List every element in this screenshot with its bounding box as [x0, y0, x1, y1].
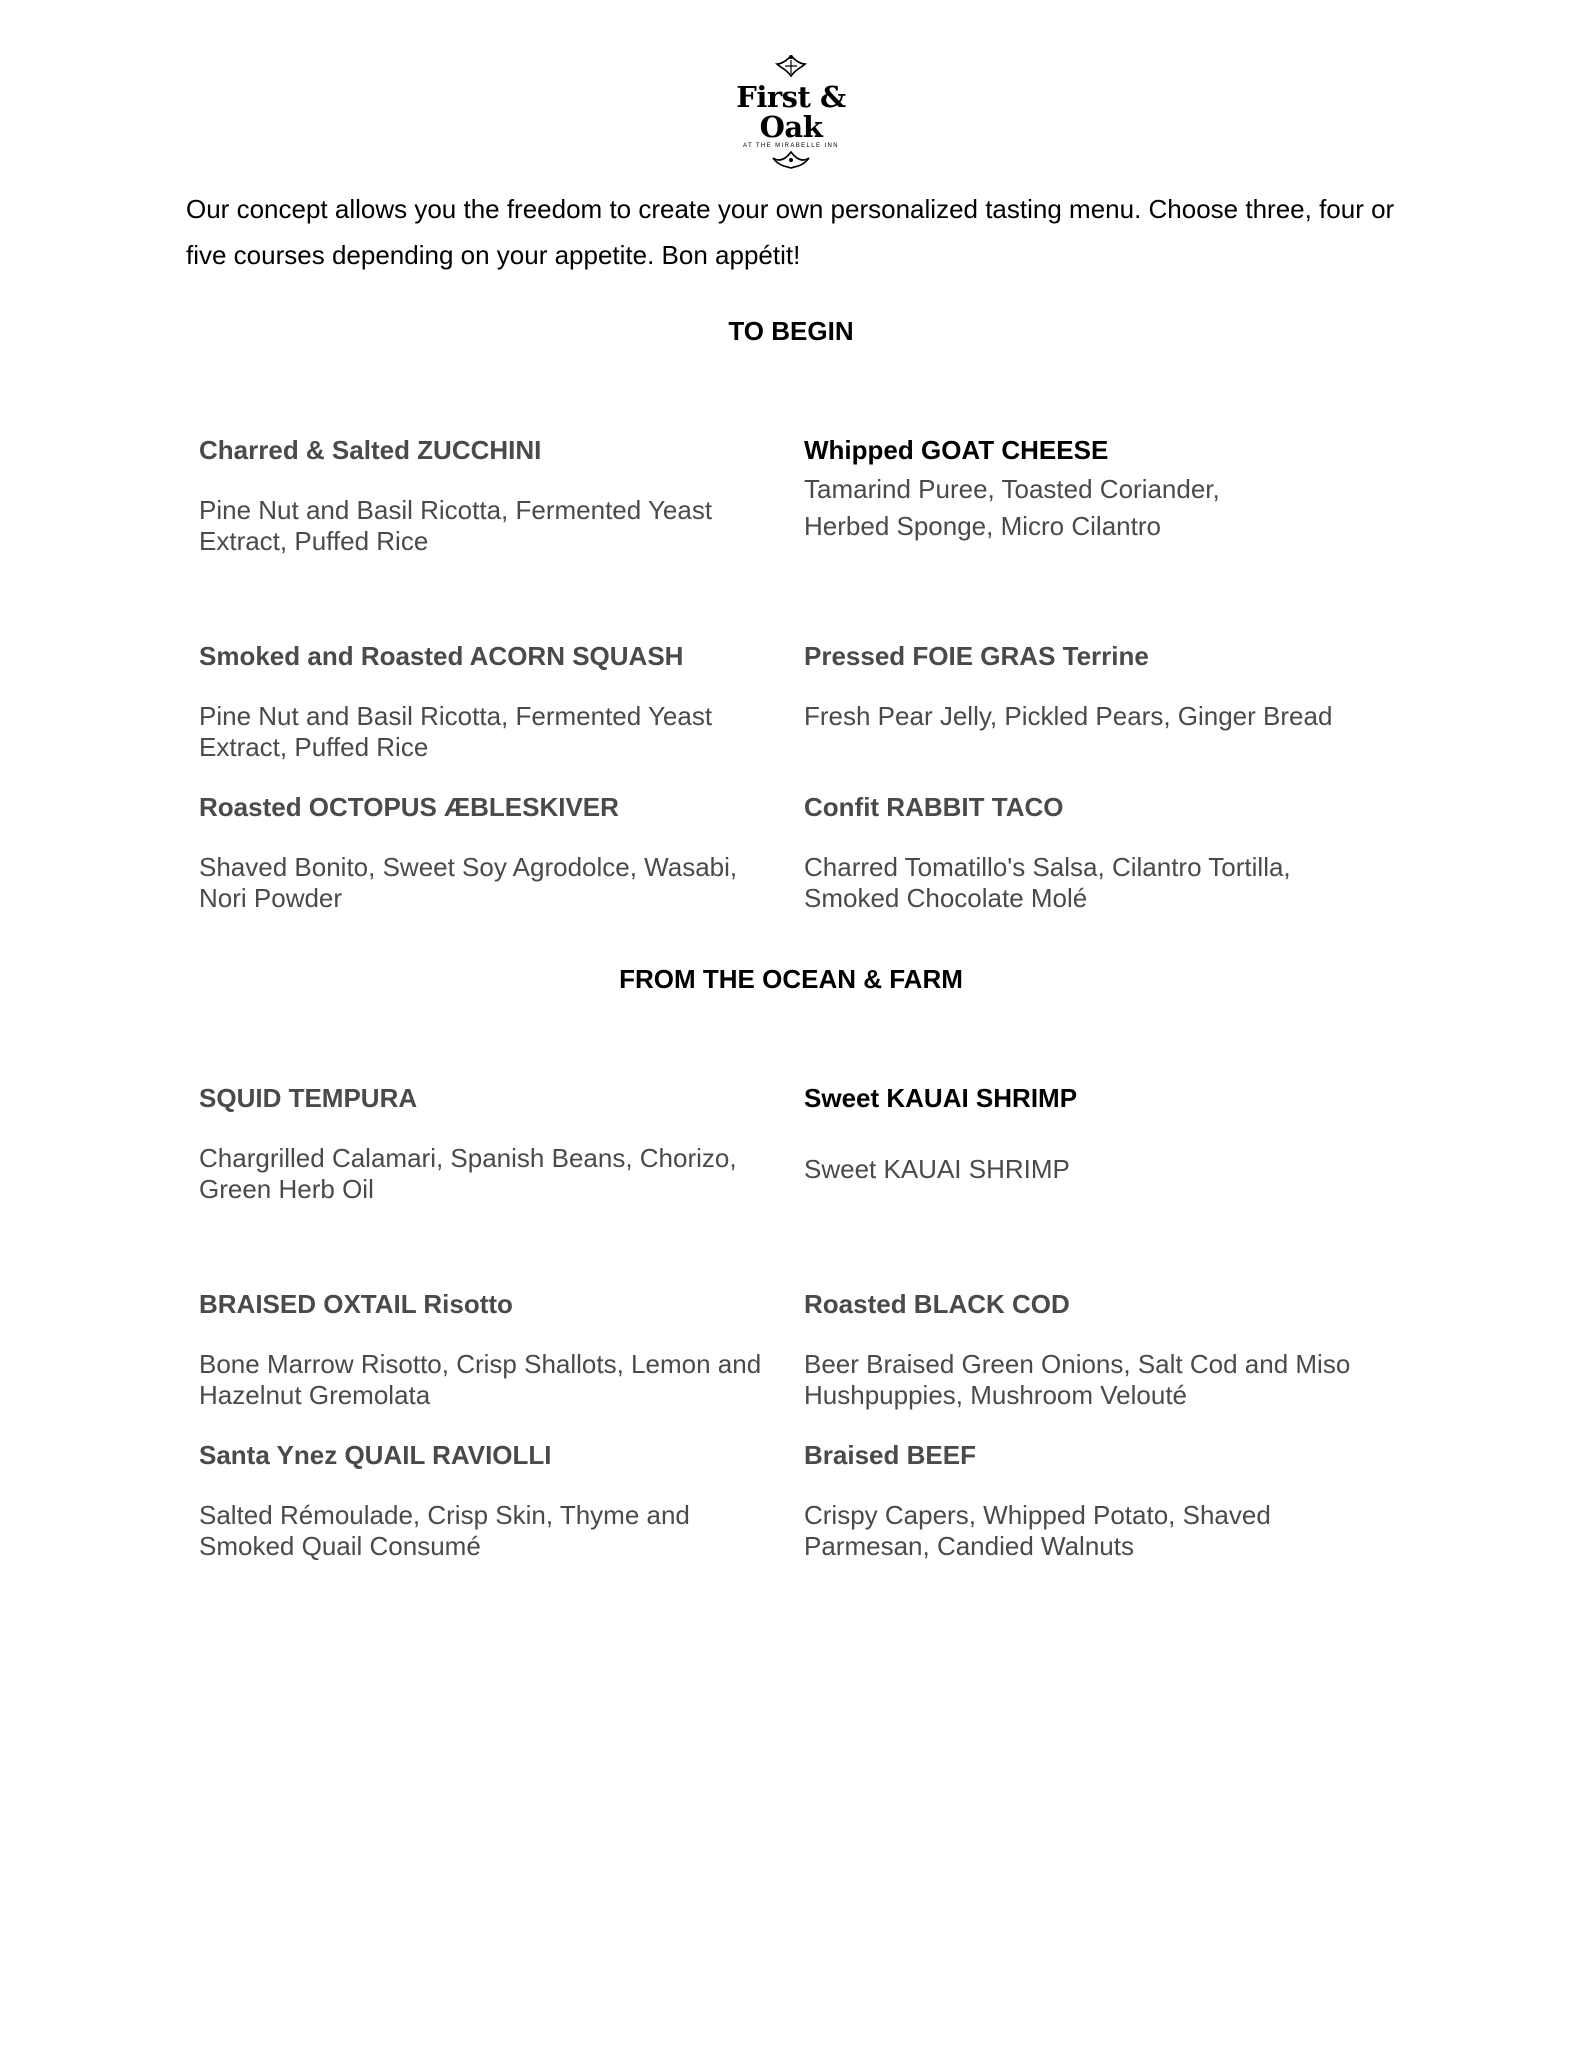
- menu-item-description: Charred Tomatillo's Salsa, Cilantro Tortilla, Smoked Chocolate Molé: [804, 852, 1291, 913]
- menu-item: [199, 434, 779, 557]
- menu-item-description: Salted Rémoulade, Crisp Skin, Thyme and Smoked Quail Consumé: [199, 1500, 690, 1561]
- menu-item-name: Roasted BLACK COD: [804, 1289, 1070, 1319]
- menu-item-name: Braised BEEF: [804, 1440, 976, 1470]
- menu-item: [199, 1288, 779, 1411]
- menu-item: [804, 1082, 1384, 1185]
- menu-item-description: Chargrilled Calamari, Spanish Beans, Chorizo, Green Herb Oil: [199, 1143, 737, 1204]
- menu-item: [804, 791, 1384, 914]
- menu-item: [804, 1439, 1384, 1562]
- menu-item-description: Fresh Pear Jelly, Pickled Pears, Ginger Bread: [804, 701, 1333, 731]
- menu-item: [199, 791, 779, 914]
- menu-item-name: Charred & Salted ZUCCHINI: [199, 435, 542, 465]
- menu-item-description: Shaved Bonito, Sweet Soy Agrodolce, Wasabi, Nori Powder: [199, 852, 738, 913]
- menu-item: [804, 1288, 1384, 1411]
- restaurant-logo: [726, 54, 856, 162]
- crest-icon: [771, 54, 811, 80]
- menu-item-name: Smoked and Roasted ACORN SQUASH: [199, 641, 684, 671]
- intro-paragraph: Our concept allows you the freedom to create your own personalized tasting menu. Choose three, four or five courses depending on your appetite. Bon appétit!: [186, 194, 1395, 270]
- section-title-ocean-farm: FROM THE OCEAN & FARM: [619, 964, 963, 994]
- menu-item-description: Pine Nut and Basil Ricotta, Fermented Yeast Extract, Puffed Rice: [199, 495, 713, 556]
- menu-item: [804, 640, 1384, 732]
- menu-item: [804, 434, 1384, 545]
- menu-item-name: BRAISED OXTAIL Risotto: [199, 1289, 513, 1319]
- logo-wordmark: First & Oak: [736, 80, 846, 144]
- menu-item-description: Bone Marrow Risotto, Crisp Shallots, Lemon and Hazelnut Gremolata: [199, 1349, 762, 1410]
- menu-item-description: Sweet KAUAI SHRIMP: [804, 1154, 1070, 1184]
- menu-item-description: Beer Braised Green Onions, Salt Cod and Miso Hushpuppies, Mushroom Velouté: [804, 1349, 1351, 1410]
- menu-item-description: Pine Nut and Basil Ricotta, Fermented Yeast Extract, Puffed Rice: [199, 701, 713, 762]
- menu-item-name: Confit RABBIT TACO: [804, 792, 1064, 822]
- menu-item-description: Tamarind Puree, Toasted Coriander, Herbed Sponge, Micro Cilantro: [804, 474, 1220, 541]
- menu-item-description: Crispy Capers, Whipped Potato, Shaved Parmesan, Candied Walnuts: [804, 1500, 1271, 1561]
- menu-item-name: Roasted OCTOPUS ÆBLESKIVER: [199, 792, 619, 822]
- menu-item-name: SQUID TEMPURA: [199, 1083, 418, 1113]
- section-title-to-begin: TO BEGIN: [728, 316, 854, 346]
- menu-item-name: Santa Ynez QUAIL RAVIOLLI: [199, 1440, 552, 1470]
- menu-item: [199, 640, 779, 763]
- menu-item: [199, 1082, 779, 1205]
- menu-item-name: Sweet KAUAI SHRIMP: [804, 1083, 1078, 1113]
- flourish-icon: [769, 150, 813, 170]
- logo-tagline: AT THE MIRABELLE INN: [742, 143, 840, 149]
- menu-item-name: Whipped GOAT CHEESE: [804, 435, 1109, 465]
- menu-item: [199, 1439, 779, 1562]
- menu-item-name: Pressed FOIE GRAS Terrine: [804, 641, 1149, 671]
